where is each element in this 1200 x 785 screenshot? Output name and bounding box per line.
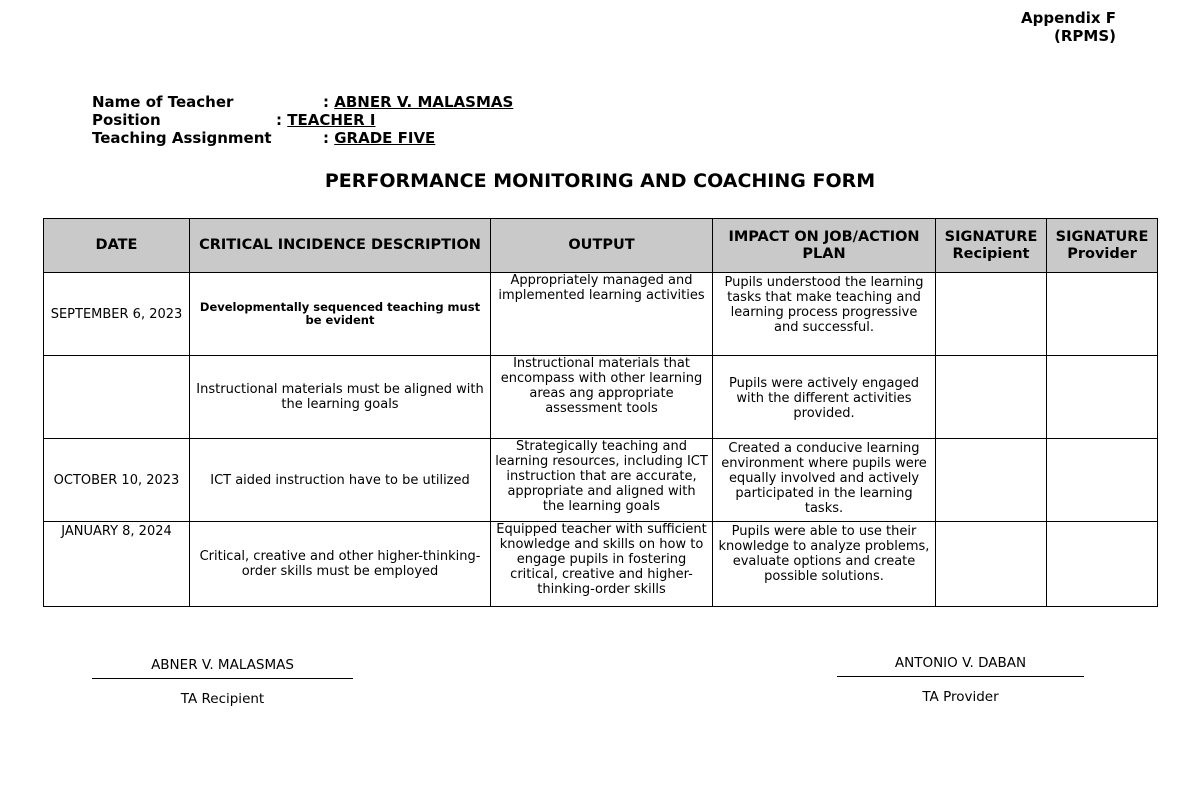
header-signature-recipient: SIGNATURE Recipient: [936, 219, 1047, 273]
assignment-separator: :: [323, 129, 335, 147]
output-cell: [491, 356, 713, 439]
output-text: Instructional materials that encompass with other learning areas ang appropriate assessment tools: [500, 356, 703, 416]
critical-incidence-cell: Critical, creative and other higher-thinking-order skills must be employed: [190, 522, 491, 607]
impact-text: Pupils understood the learning tasks that make teaching and learning process progressive and successful.: [724, 275, 924, 335]
impact-text: Pupils were able to use their knowledge to analyze problems, evaluate options and create possible solutions.: [718, 524, 930, 584]
signature-recipient-cell: [936, 439, 1047, 522]
assignment-label: Teaching Assignment: [92, 129, 272, 147]
header-critical-incidence: CRITICAL INCIDENCE DESCRIPTION: [190, 219, 491, 273]
output-text: Strategically teaching and learning resources, including ICT instruction that are accurate, appropriate and aligned with the learning goals: [495, 439, 708, 514]
impact-cell: [713, 273, 936, 356]
provider-signature-block: [837, 654, 1084, 706]
impact-cell: [713, 439, 936, 522]
critical-incidence-cell: Instructional materials must be aligned with the learning goals: [190, 356, 491, 439]
position-label: Position: [92, 111, 161, 129]
output-cell: [491, 522, 713, 607]
table-header-row: [44, 219, 1158, 273]
recipient-name: ABNER V. MALASMAS: [151, 657, 294, 673]
date-cell: JANUARY 8, 2024: [44, 522, 190, 607]
table-row: [44, 356, 1158, 439]
signature-provider-cell: [1047, 356, 1158, 439]
critical-incidence-cell: ICT aided instruction have to be utilized: [190, 439, 491, 522]
critical-incidence-cell: Developmentally sequenced teaching must be evident: [190, 273, 491, 356]
signature-recipient-cell: [936, 522, 1047, 607]
impact-cell: [713, 356, 936, 439]
signature-recipient-cell: [936, 356, 1047, 439]
signature-recipient-cell: [936, 273, 1047, 356]
date-cell: OCTOBER 10, 2023: [44, 439, 190, 522]
table-row: [44, 522, 1158, 607]
impact-text: Pupils were actively engaged with the different activities provided.: [729, 375, 919, 421]
assignment-value: GRADE FIVE: [334, 129, 436, 147]
recipient-role: TA Recipient: [180, 691, 265, 707]
teacher-name-separator: :: [323, 93, 335, 111]
position-value: TEACHER I: [287, 111, 376, 129]
table-row: [44, 273, 1158, 356]
date-cell: SEPTEMBER 6, 2023: [44, 273, 190, 356]
appendix-line-2: (RPMS): [1054, 27, 1116, 45]
header-signature-provider: SIGNATURE Provider: [1047, 219, 1158, 273]
impact-text: Created a conducive learning environment where pupils were equally involved and actively participated in the learning tasks.: [721, 441, 927, 516]
coaching-table: [43, 218, 1158, 607]
provider-name: ANTONIO V. DABAN: [894, 655, 1027, 671]
appendix-line-1: Appendix F: [1021, 9, 1116, 27]
provider-role: TA Provider: [922, 689, 999, 705]
date-cell: [44, 356, 190, 439]
output-cell: [491, 273, 713, 356]
output-cell: [491, 439, 713, 522]
signature-provider-cell: [1047, 273, 1158, 356]
teacher-name-value: ABNER V. MALASMAS: [334, 93, 514, 111]
signature-provider-cell: [1047, 439, 1158, 522]
form-title: PERFORMANCE MONITORING AND COACHING FORM: [324, 170, 876, 192]
impact-cell: [713, 522, 936, 607]
header-date: DATE: [44, 219, 190, 273]
appendix-label: [1021, 9, 1116, 45]
header-output: OUTPUT: [491, 219, 713, 273]
recipient-signature-block: [92, 656, 353, 708]
header-impact: IMPACT ON JOB/ACTION PLAN: [713, 219, 936, 273]
output-text: Equipped teacher with sufficient knowledge and skills on how to engage pupils in fostering critical, creative and higher-thinking-order skills: [496, 522, 707, 597]
signature-provider-cell: [1047, 522, 1158, 607]
table-row: [44, 439, 1158, 522]
provider-signature-line: [837, 676, 1084, 677]
output-text: Appropriately managed and implemented learning activities: [498, 273, 705, 303]
teacher-name-label: Name of Teacher: [92, 93, 234, 111]
position-separator: :: [276, 111, 288, 129]
recipient-signature-line: [92, 678, 353, 679]
